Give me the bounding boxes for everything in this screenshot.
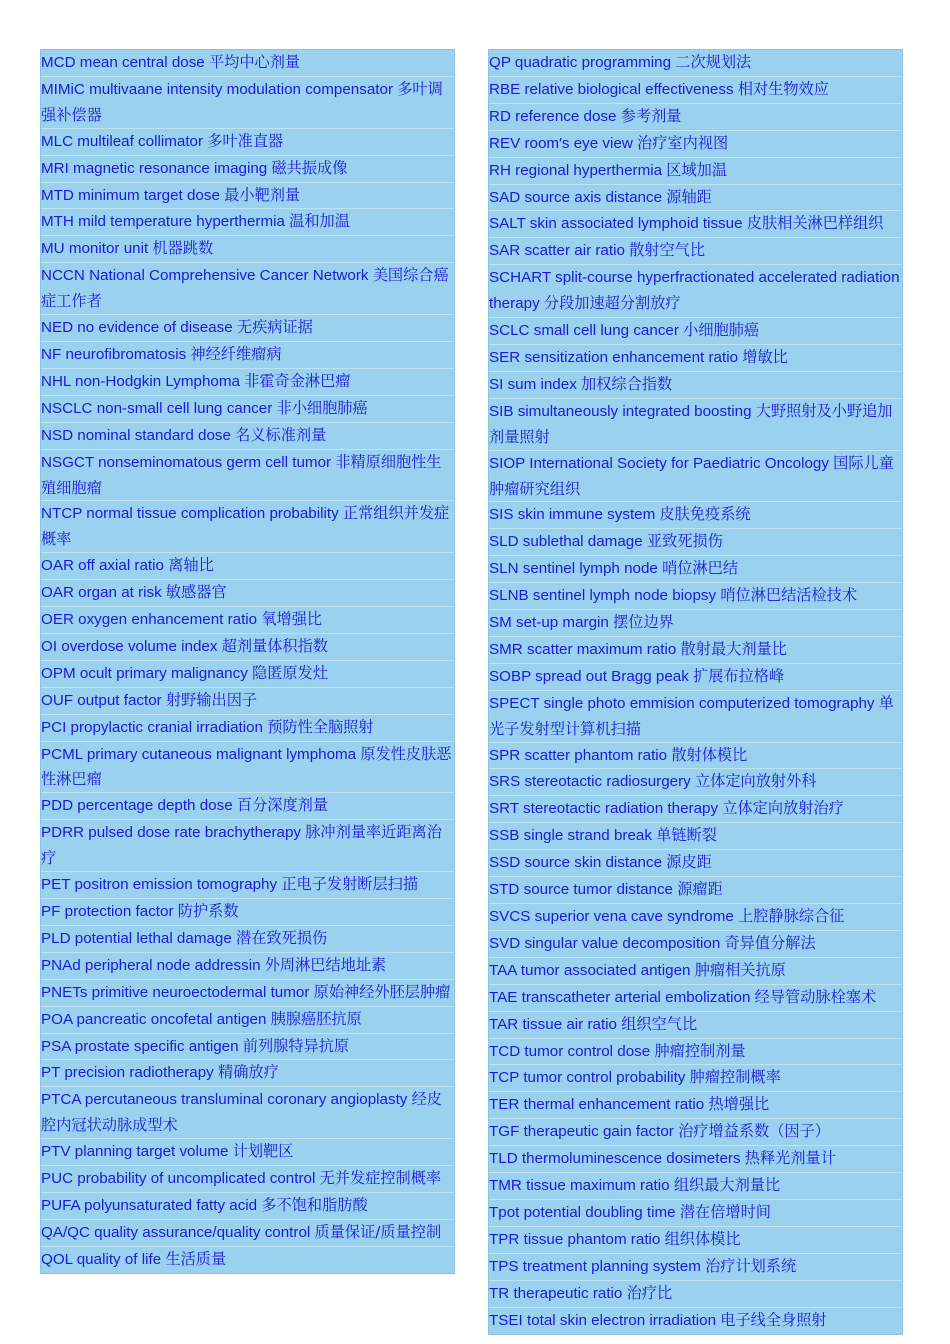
glossary-term: PLD potential lethal damage (41, 929, 237, 947)
glossary-translation: 潜在倍增时间 (679, 1202, 771, 1221)
glossary-term: OER oxygen enhancement ratio (41, 611, 262, 629)
glossary-term: SIB simultaneously integrated boosting (489, 402, 756, 420)
glossary-term: SAD source axis distance (489, 188, 667, 206)
glossary-translation: 非精原细胞性生殖细胞瘤 (41, 452, 442, 497)
glossary-term: OAR organ at risk (41, 584, 166, 602)
glossary-entry (489, 957, 902, 984)
glossary-entry (489, 690, 902, 742)
glossary-term: OI overdose volume index (41, 637, 222, 655)
glossary-term: RD reference dose (489, 107, 621, 125)
glossary-entry (489, 1253, 902, 1280)
glossary-term: RBE relative biological effectiveness (489, 80, 738, 98)
glossary-translation: 多叶准直器 (207, 131, 284, 150)
glossary-translation: 敏感器官 (165, 583, 227, 602)
glossary-term: PCI propylactic cranial irradiation (41, 718, 268, 736)
glossary-term: TR therapeutic ratio (489, 1284, 627, 1302)
glossary-entry (489, 903, 902, 930)
glossary-term: TLD thermoluminescence dosimeters (489, 1150, 745, 1168)
glossary-entry (41, 687, 454, 714)
glossary-translation: 肿瘤相关抗原 (694, 960, 786, 979)
glossary-term: SCLC small cell lung cancer (489, 322, 684, 340)
glossary-translation: 肿瘤控制概率 (689, 1068, 781, 1087)
glossary-entry (41, 979, 454, 1006)
glossary-term: SRT stereotactic radiation therapy (489, 800, 723, 818)
glossary-translation: 单光子发射型计算机扫描 (489, 693, 894, 738)
glossary-term: TAA tumor associated antigen (489, 961, 695, 979)
glossary-term: NSD nominal standard dose (41, 426, 236, 444)
glossary-term: TPR tissue phantom ratio (489, 1230, 665, 1248)
glossary-term: TAE transcatheter arterial embolization (489, 988, 755, 1006)
glossary-term: NSGCT nonseminomatous germ cell tumor (41, 453, 336, 471)
glossary-term: SIOP International Society for Paediatric Oncology (489, 454, 834, 472)
glossary-translation: 计划靶区 (232, 1142, 294, 1161)
glossary-entry (489, 795, 902, 822)
glossary-translation: 组织最大剂量比 (673, 1176, 781, 1195)
glossary-term: NF neurofibromatosis (41, 345, 191, 363)
glossary-translation: 立体定向放射外科 (694, 772, 817, 791)
glossary-term: PSA prostate specific antigen (41, 1037, 243, 1055)
glossary-translation: 二次规划法 (675, 53, 752, 71)
glossary-entry (41, 128, 454, 155)
glossary-entry (41, 819, 454, 871)
glossary-translation: 原始神经外胚层肿瘤 (313, 982, 451, 1001)
glossary-translation: 机器跳数 (152, 239, 214, 258)
glossary-term: TCP tumor control probability (489, 1069, 690, 1087)
glossary-term: MU monitor unit (41, 240, 153, 258)
glossary-term: MLC multileaf collimator (41, 132, 208, 150)
glossary-entry (489, 582, 902, 609)
glossary-translation: 防护系数 (177, 902, 239, 920)
glossary-translation: 脉冲剂量率近距离治疗 (41, 823, 442, 868)
glossary-entry (489, 930, 902, 957)
glossary-entry (41, 714, 454, 741)
glossary-term: SI sum index (489, 375, 582, 393)
glossary-translation: 正常组织并发症概率 (41, 504, 450, 549)
glossary-translation: 温和加温 (289, 212, 350, 231)
glossary-term: SIS skin immune system (489, 506, 660, 524)
glossary-translation: 皮肤相关淋巴样组织 (746, 214, 884, 233)
glossary-translation: 氧增强比 (261, 610, 323, 629)
glossary-entry (489, 555, 902, 582)
glossary-entry (41, 1246, 454, 1273)
glossary-term: NHL non-Hodgkin Lymphoma (41, 372, 245, 390)
glossary-entry (41, 552, 454, 579)
glossary-term: SVCS superior vena cave syndrome (489, 908, 739, 925)
glossary-translation: 扩展布拉格峰 (693, 666, 785, 685)
glossary-term: PTV planning target volume (41, 1143, 233, 1161)
glossary-term: PT precision radiotherapy (41, 1064, 218, 1082)
glossary-translation: 经皮腔内冠状动脉成型术 (41, 1090, 442, 1135)
glossary-term: MIMiC multivaane intensity modulation compensator (41, 80, 398, 98)
glossary-translation: 皮肤免疫系统 (659, 505, 751, 524)
glossary-term: PNAd peripheral node addressin (41, 956, 265, 974)
glossary-entry (489, 501, 902, 528)
glossary-entry (489, 398, 902, 450)
glossary-translation: 源瘤距 (677, 880, 723, 899)
glossary-term: SM set-up margin (489, 614, 614, 632)
glossary-translation: 原发性皮肤恶性淋巴瘤 (41, 744, 452, 789)
glossary-translation: 摆位边界 (613, 613, 674, 632)
glossary-translation: 预防性全脑照射 (267, 717, 374, 736)
glossary-column-right (488, 49, 903, 1335)
glossary-entry (41, 741, 454, 793)
glossary-entry (489, 344, 902, 371)
glossary-entry (489, 76, 902, 103)
glossary-translation: 磁共振成像 (271, 158, 348, 177)
glossary-entry (489, 1307, 902, 1334)
glossary-entry (489, 663, 902, 690)
glossary-entry (489, 317, 902, 344)
glossary-translation: 热增强比 (708, 1095, 770, 1114)
glossary-entry (489, 636, 902, 663)
glossary-term: SVD singular value decomposition (489, 934, 725, 952)
glossary-term: NSCLC non-small cell lung cancer (41, 399, 277, 417)
glossary-term: Tpot potential doubling time (489, 1203, 680, 1221)
glossary-translation: 小细胞肺癌 (683, 321, 760, 340)
glossary-translation: 质量保证/质量控制 (314, 1222, 442, 1241)
glossary-entry (489, 210, 902, 237)
glossary-term: STD source tumor distance (489, 881, 678, 899)
glossary-translation: 散射空气比 (629, 241, 706, 260)
glossary-term: PDRR pulsed dose rate brachytherapy (41, 824, 306, 842)
glossary-term: SLN sentinel lymph node (489, 560, 663, 578)
glossary-translation: 分段加速超分割放疗 (543, 294, 681, 313)
glossary-term: QA/QC quality assurance/quality control (41, 1223, 315, 1241)
glossary-entry (41, 182, 454, 209)
glossary-entry (41, 792, 454, 819)
glossary-translation: 离轴比 (168, 556, 214, 575)
glossary-term: SLNB sentinel lymph node biopsy (489, 587, 721, 605)
glossary-term: NTCP normal tissue complication probability (41, 505, 343, 523)
glossary-term: SER sensitization enhancement ratio (489, 348, 743, 366)
glossary-translation: 潜在致死损伤 (236, 928, 328, 947)
glossary-term: SSD source skin distance (489, 854, 667, 872)
glossary-term: TSEI total skin electron irradiation (489, 1311, 721, 1329)
glossary-translation: 治疗增益系数（因子） (678, 1122, 830, 1141)
glossary-entry (41, 235, 454, 262)
glossary-translation: 最小靶剂量 (224, 185, 301, 204)
glossary-term: SAR scatter air ratio (489, 242, 630, 260)
glossary-translation: 美国综合癌症工作者 (41, 266, 449, 311)
glossary-entry (41, 49, 454, 76)
glossary-term: POA pancreatic oncofetal antigen (41, 1010, 271, 1028)
glossary-term: SSB single strand break (489, 827, 657, 845)
glossary-entry (489, 130, 902, 157)
glossary-translation: 大野照射及小野追加剂量照射 (489, 401, 893, 446)
glossary-entry (489, 264, 902, 317)
glossary-entry (489, 1091, 902, 1118)
glossary-translation: 源轴距 (666, 187, 712, 206)
glossary-translation: 百分深度剂量 (236, 796, 329, 815)
glossary-entry (489, 1226, 902, 1253)
glossary-entry (489, 849, 902, 876)
glossary-translation: 单链断裂 (656, 826, 717, 845)
glossary-translation: 精确放疗 (218, 1063, 279, 1082)
glossary-translation: 组织空气比 (621, 1014, 698, 1033)
glossary-translation: 射野输出因子 (165, 690, 258, 709)
glossary-term: SCHART split-course hyperfractionated accelerated radiation therapy (489, 269, 900, 313)
glossary-entry (489, 237, 902, 264)
glossary-term: REV room′s eye view (489, 134, 638, 152)
glossary-entry (489, 1118, 902, 1145)
glossary-entry (41, 1219, 454, 1246)
glossary-translation: 上腔静脉综合征 (738, 907, 845, 925)
glossary-translation: 神经纤维瘤病 (190, 344, 282, 363)
glossary-term: PNETs primitive neuroectodermal tumor (41, 983, 314, 1001)
glossary-entry (489, 768, 902, 795)
glossary-translation: 外周淋巴结地址素 (264, 955, 387, 974)
glossary-entry (41, 262, 454, 314)
glossary-translation: 隐匿原发灶 (252, 663, 328, 682)
glossary-entry (489, 1038, 902, 1065)
glossary-translation: 立体定向放射治疗 (722, 799, 844, 818)
glossary-translation: 无并发症控制概率 (319, 1169, 442, 1188)
glossary-term: NCCN National Comprehensive Cancer Network (41, 267, 373, 285)
glossary-entry (489, 157, 902, 184)
glossary-entry (41, 925, 454, 952)
glossary-term: PF protection factor (41, 903, 178, 920)
glossary-translation: 多叶调强补偿器 (41, 79, 443, 124)
glossary-translation: 肿瘤控制剂量 (654, 1041, 746, 1060)
glossary-translation: 区域加温 (666, 160, 728, 179)
glossary-translation: 参考剂量 (620, 106, 682, 125)
glossary-translation: 散射体模比 (671, 745, 748, 764)
glossary-entry (489, 822, 902, 849)
glossary-entry (41, 449, 454, 501)
glossary-term: OPM ocult primary malignancy (41, 664, 253, 682)
glossary-entry (489, 450, 902, 502)
glossary-term: SRS stereotactic radiosurgery (489, 773, 695, 791)
glossary-entry (41, 898, 454, 925)
glossary-translation: 相对生物效应 (737, 79, 829, 98)
glossary-entry (41, 660, 454, 687)
glossary-translation: 奇异值分解法 (724, 933, 816, 952)
glossary-entry (41, 341, 454, 368)
glossary-term: PET positron emission tomography (41, 876, 282, 894)
glossary-term: OAR off axial ratio (41, 557, 169, 575)
glossary-term: PCML primary cutaneous malignant lymphoma (41, 745, 361, 763)
glossary-translation: 源皮距 (666, 853, 712, 872)
glossary-term: MTH mild temperature hyperthermia (41, 213, 290, 231)
glossary-term: PUC probability of uncomplicated control (41, 1170, 320, 1188)
glossary-entry (489, 876, 902, 903)
glossary-translation: 生活质量 (165, 1249, 227, 1268)
glossary-term: QP quadratic programming (489, 54, 676, 71)
glossary-translation: 无疾病证据 (236, 318, 313, 337)
glossary-term: MCD mean central dose (41, 54, 209, 71)
glossary-term: PUFA polyunsaturated fatty acid (41, 1196, 262, 1214)
glossary-translation: 国际儿童肿瘤研究组织 (489, 453, 894, 498)
glossary-term: SPR scatter phantom ratio (489, 746, 672, 764)
glossary-entry (41, 1192, 454, 1219)
glossary-entry (41, 208, 454, 235)
glossary-translation: 平均中心剂量 (208, 53, 301, 71)
glossary-entry (41, 1086, 454, 1138)
glossary-translation: 超剂量体积指数 (221, 636, 328, 655)
glossary-term: PTCA percutaneous transluminal coronary angioplasty (41, 1091, 412, 1109)
glossary-entry (41, 1059, 454, 1086)
glossary-entry (489, 1145, 902, 1172)
glossary-term: RH regional hyperthermia (489, 161, 667, 179)
glossary-term: SPECT single photo emmision computerized tomography (489, 694, 879, 712)
glossary-entry (41, 871, 454, 898)
glossary-column-left (40, 49, 455, 1274)
glossary-term: TCD tumor control dose (489, 1042, 655, 1060)
glossary-translation: 亚致死损伤 (646, 532, 723, 551)
glossary-term: TER thermal enhancement ratio (489, 1096, 709, 1114)
glossary-entry (41, 500, 454, 552)
glossary-entry (41, 1138, 454, 1165)
glossary-translation: 电子线全身照射 (720, 1310, 827, 1329)
glossary-term: OUF output factor (41, 691, 166, 709)
glossary-translation: 加权综合指数 (581, 374, 673, 393)
glossary-translation: 前列腺特异抗原 (242, 1036, 350, 1055)
glossary-translation: 治疗计划系统 (705, 1256, 797, 1275)
glossary-term: SOBP spread out Bragg peak (489, 667, 694, 685)
glossary-entry (41, 579, 454, 606)
glossary-entry (41, 606, 454, 633)
glossary-term: TGF therapeutic gain factor (489, 1123, 679, 1141)
glossary-entry (41, 368, 454, 395)
glossary-entry (489, 1199, 902, 1226)
glossary-term: MRI magnetic resonance imaging (41, 159, 272, 177)
glossary-translation: 哨位淋巴结 (662, 559, 739, 578)
glossary-term: NED no evidence of disease (41, 319, 237, 337)
glossary-entry (41, 76, 454, 128)
glossary-entry (489, 371, 902, 398)
glossary-entry (41, 395, 454, 422)
glossary-translation: 治疗比 (626, 1283, 673, 1302)
glossary-entry (489, 742, 902, 769)
glossary-term: SLD sublethal damage (489, 533, 647, 551)
glossary-entry (489, 609, 902, 636)
glossary-translation: 胰腺癌胚抗原 (270, 1009, 362, 1028)
glossary-entry (41, 155, 454, 182)
glossary-translation: 多不饱和脂肪酸 (261, 1195, 368, 1214)
glossary-term: TAR tissue air ratio (489, 1015, 622, 1033)
glossary-entry (489, 1280, 902, 1307)
glossary-entry (489, 1172, 902, 1199)
glossary-translation: 正电子发射断层扫描 (281, 875, 418, 894)
glossary-entry (41, 952, 454, 979)
glossary-translation: 热释光剂量计 (744, 1149, 836, 1168)
glossary-entry (41, 1033, 454, 1060)
glossary-translation: 哨位淋巴结活检技术 (720, 586, 858, 605)
glossary-entry (489, 103, 902, 130)
glossary-translation: 经导管动脉栓塞术 (754, 987, 877, 1006)
glossary-entry (489, 1064, 902, 1091)
glossary-translation: 非霍奇金淋巴瘤 (244, 371, 351, 390)
glossary-term: TMR tissue maximum ratio (489, 1177, 674, 1195)
glossary-entry (489, 1011, 902, 1038)
glossary-translation: 组织体模比 (664, 1229, 741, 1248)
glossary-term: SMR scatter maximum ratio (489, 640, 681, 658)
glossary-entry (489, 984, 902, 1011)
glossary-translation: 增敏比 (742, 347, 788, 366)
glossary-entry (41, 422, 454, 449)
glossary-entry (41, 314, 454, 341)
glossary-translation: 治疗室内视图 (637, 133, 729, 152)
glossary-entry (41, 1006, 454, 1033)
glossary-term: QOL quality of life (41, 1250, 166, 1268)
glossary-entry (489, 528, 902, 555)
glossary-term: TPS treatment planning system (489, 1257, 706, 1275)
glossary-term: PDD percentage depth dose (41, 797, 237, 815)
glossary-term: SALT skin associated lymphoid tissue (489, 215, 747, 233)
glossary-term: MTD minimum target dose (41, 186, 225, 204)
glossary-entry (489, 49, 902, 76)
glossary-entry (41, 633, 454, 660)
glossary-translation: 名义标准剂量 (235, 425, 327, 444)
glossary-translation: 非小细胞肺癌 (276, 398, 368, 417)
glossary-entry (489, 184, 902, 211)
glossary-entry (41, 1165, 454, 1192)
glossary-translation: 散射最大剂量比 (680, 639, 787, 658)
